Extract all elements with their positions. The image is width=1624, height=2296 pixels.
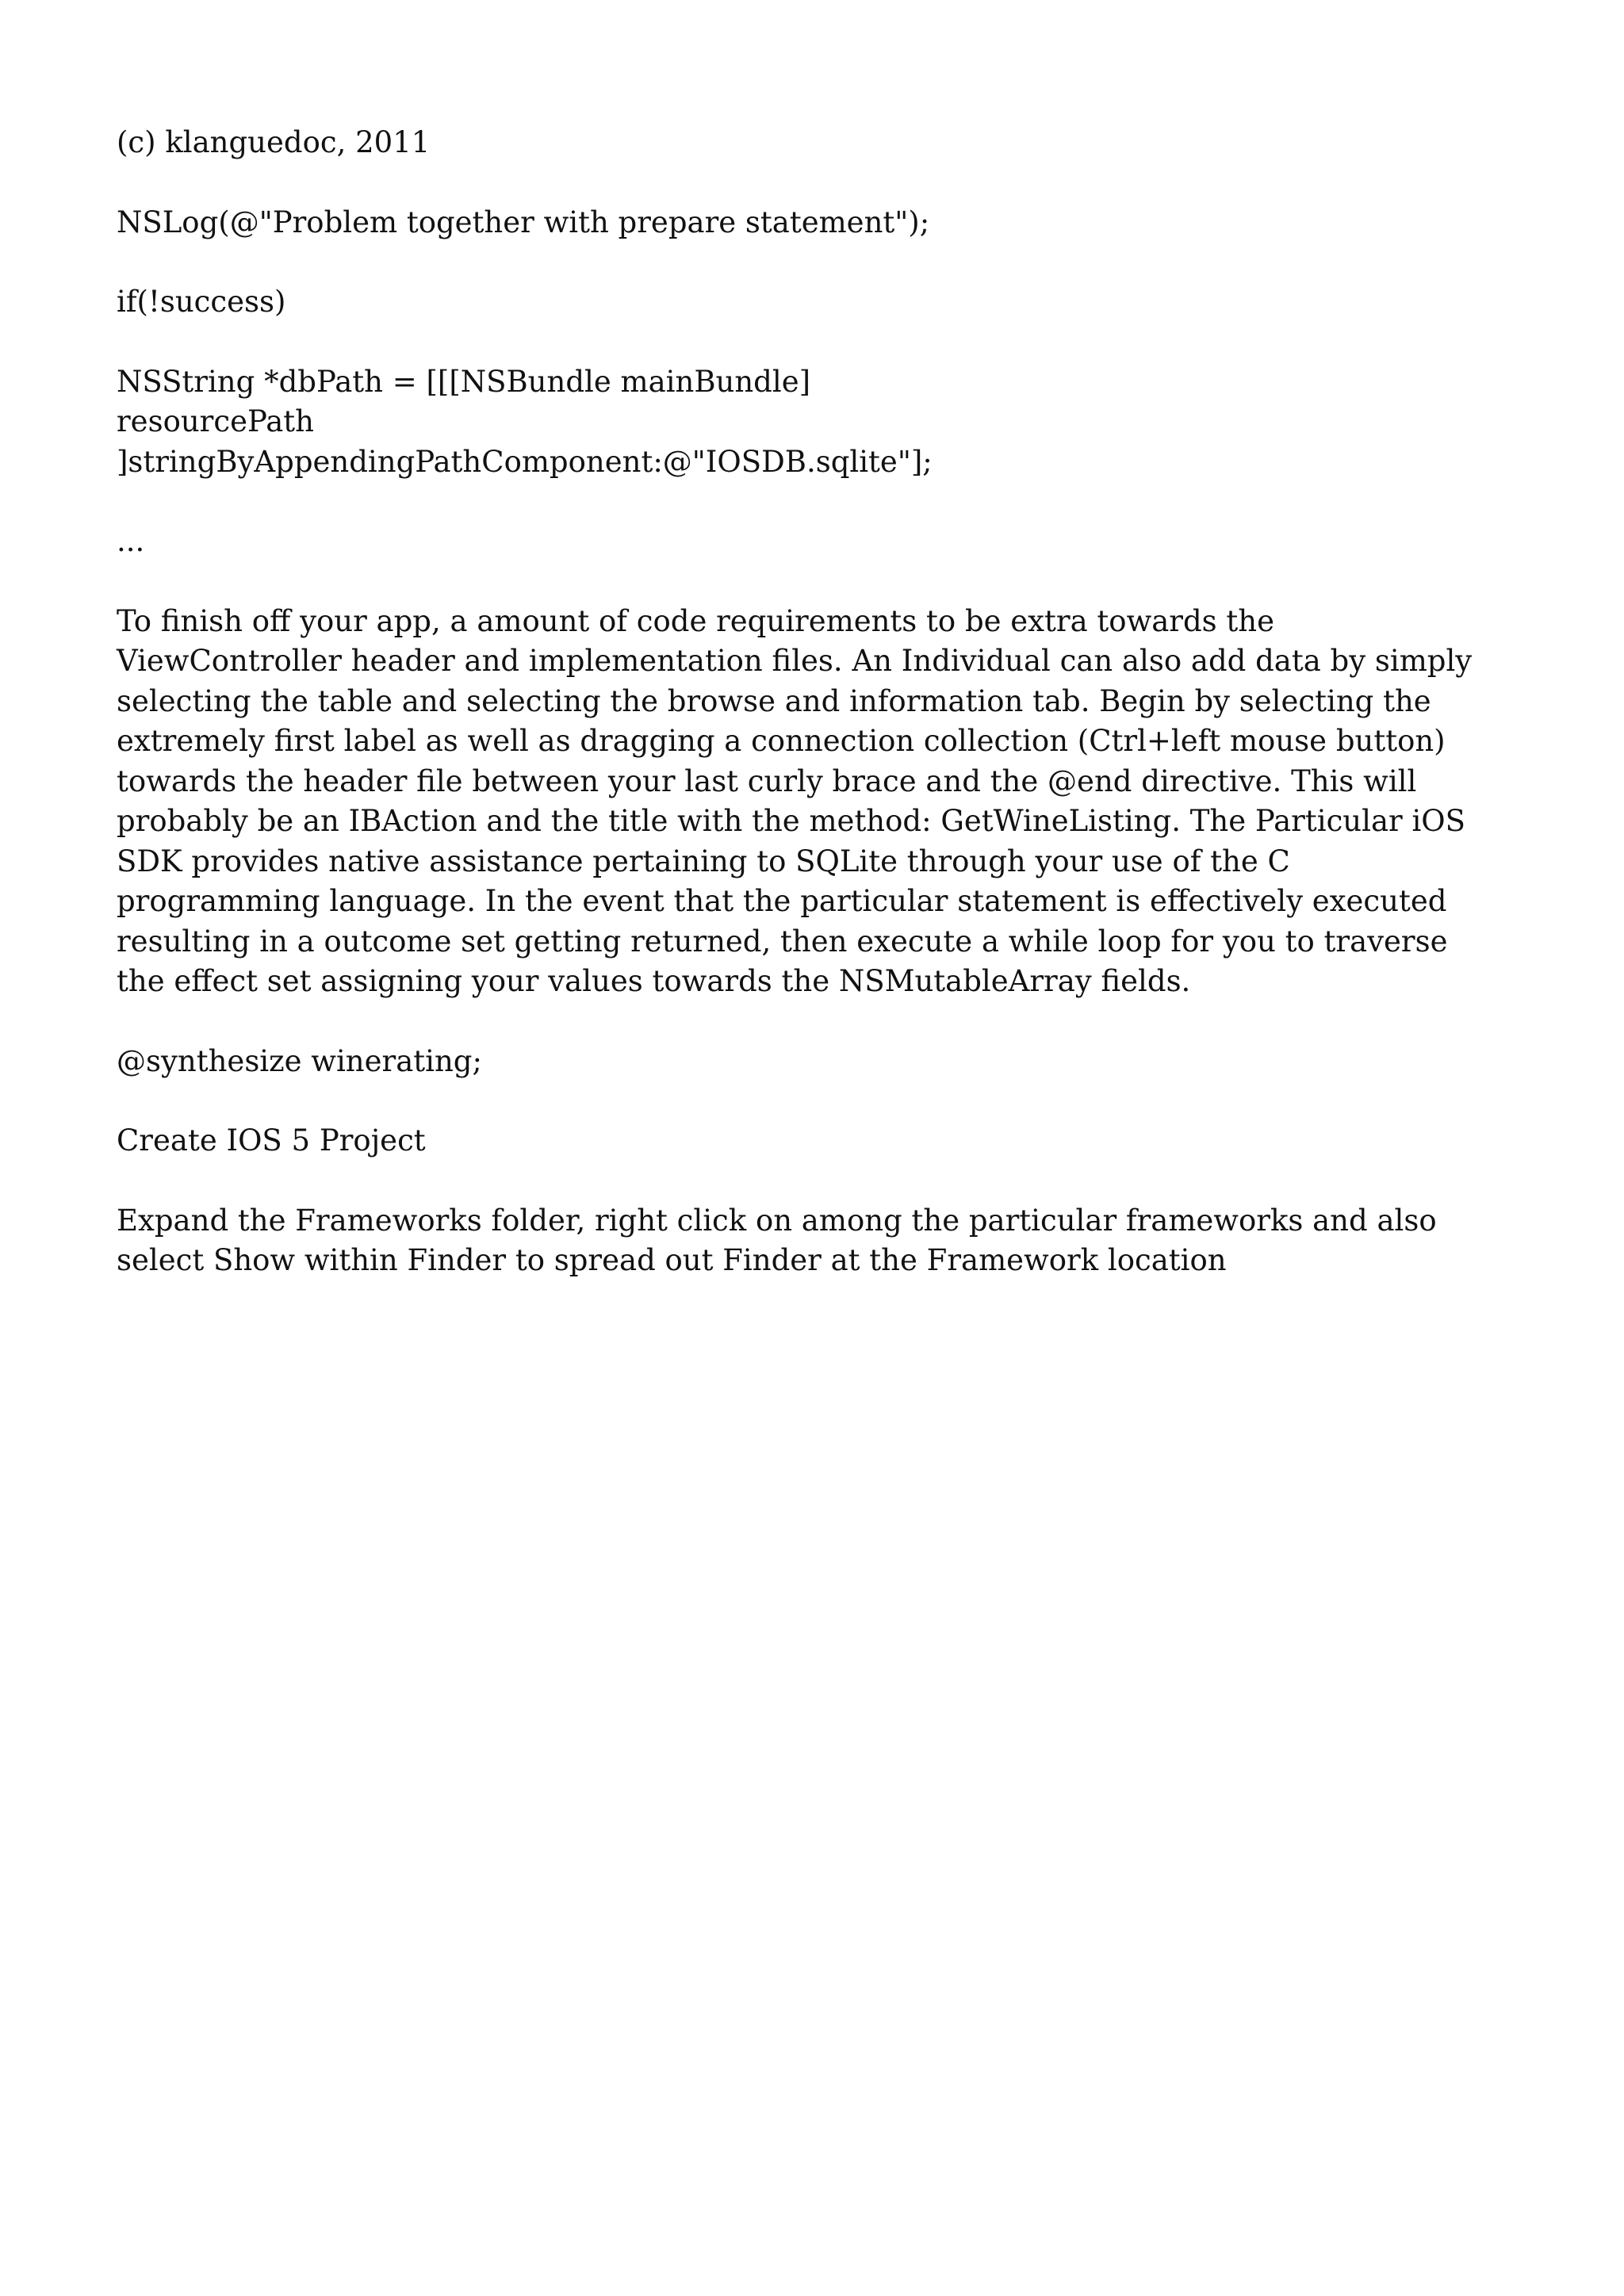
code-line-synthesize: @synthesize winerating; xyxy=(117,1043,482,1078)
code-line-nslog: NSLog(@"Problem together with prepare statement"); xyxy=(117,205,930,239)
body-paragraph: To finish off your app, a amount of code requirements to be extra towards the ViewController header and implementation files. An Individual can also add data by simply selecting the table and selecting the browse and information tab. Begin by selecting the extremely first label as well as dragging a connection collection (Ctrl+left mouse button) towards the header file between your last curly brace and the @end directive. This will probably be an IBAction and the title with the method: GetWineListing. The Particular iOS SDK provides native assistance pertaining to SQLite through your use of the C programming language. In the event that the particular statement is effectively executed resulting in a outcome set getting returned, then execute a while loop for you to traverse the effect set assigning your values towards the NSMutableArray fields. xyxy=(117,603,1473,998)
closing-paragraph: Expand the Frameworks folder, right click on among the particular frameworks and also select Show within Finder to spread out Finder at the Framework location xyxy=(117,1203,1437,1277)
copyright-line: (c) klanguedoc, 2011 xyxy=(117,125,431,159)
heading-line: Create IOS 5 Project xyxy=(117,1123,426,1158)
ellipsis-line: ... xyxy=(117,524,145,558)
code-line-dbpath: NSString *dbPath = [[[NSBundle mainBundle] resourcePath ]stringByAppendingPathComponent:@"IOSDB.sqlite"]; xyxy=(117,364,933,479)
code-line-if: if(!success) xyxy=(117,285,286,319)
